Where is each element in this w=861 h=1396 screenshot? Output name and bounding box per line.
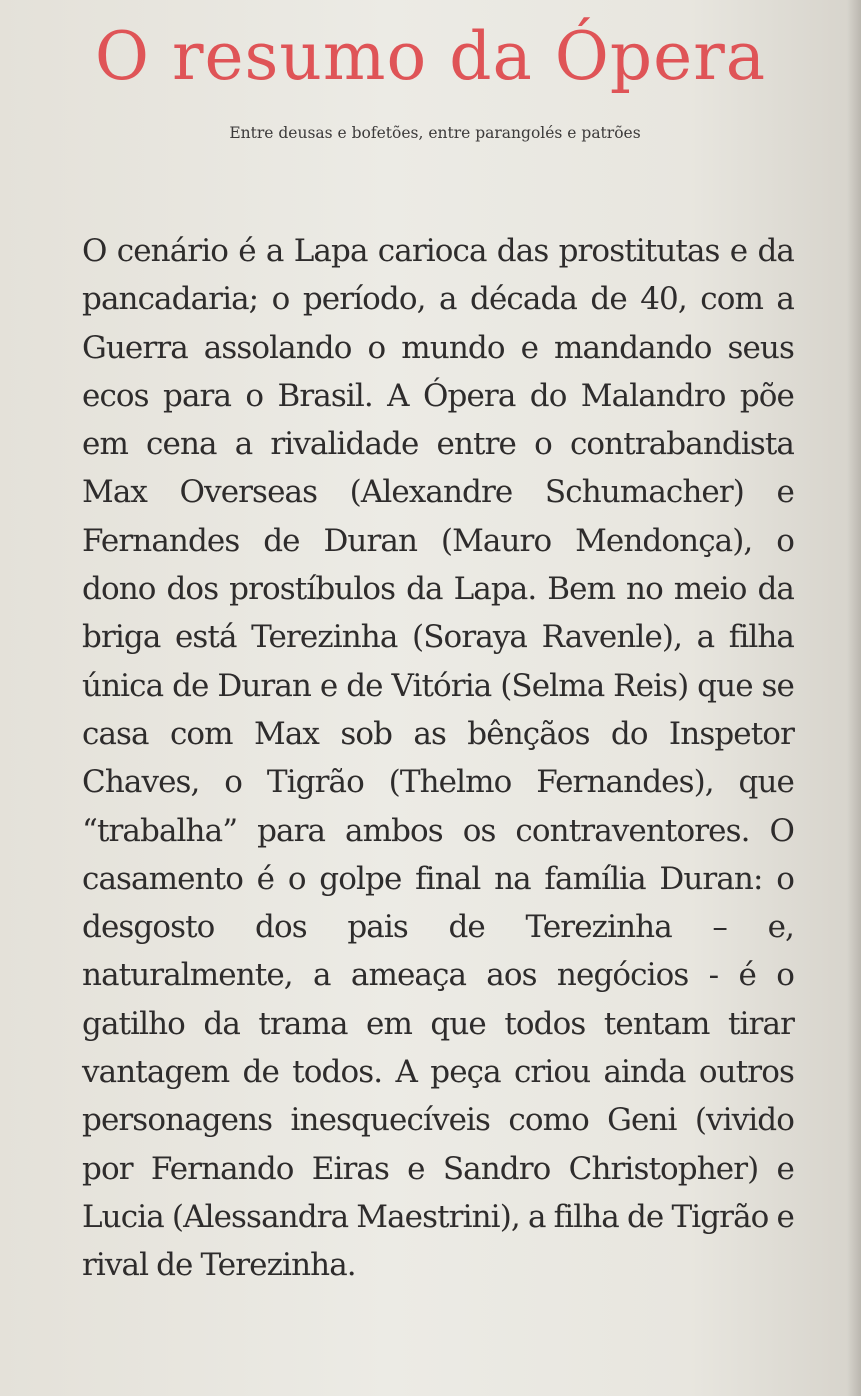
article-subtitle: Entre deusas e bofetões, entre parangolés e patrões — [229, 124, 641, 142]
page-edge-shadow — [847, 0, 861, 1396]
article-title: O resumo da Ópera — [94, 18, 767, 95]
article-body: O cenário é a Lapa carioca das prostitutas e da pancadaria; o período, a década de 40, com a Guerra assolando o mundo e mandando seus ecos para o Brasil. A Ópera do Malandro põe em cena a rivalidade entre o contrabandista Max Overseas (Alexandre Schumacher) e Fernandes de Duran (Mauro Mendonça), o dono dos prostíbulos da Lapa. Bem no meio da briga está Terezinha (Soraya Ravenle), a filha única de Duran e de Vitória (Selma Reis) que se casa com Max sob as bênçãos do Inspetor Chaves, o Tigrão (Thelmo Fernandes), que “trabalha” para ambos os contraventores. O casamento é o golpe final na família Duran: o desgosto dos pais de Terezinha – e, naturalmente, a ameaça aos negócios - é o gatilho da trama em que todos tentam tirar vantagem de todos. A peça criou ainda outros personagens inesquecíveis como Geni (vivido por Fernando Eiras e Sandro Christopher) e Lucia (Alessandra Maestrini), a filha de Tigrão e rival de Terezinha. — [82, 233, 794, 1284]
